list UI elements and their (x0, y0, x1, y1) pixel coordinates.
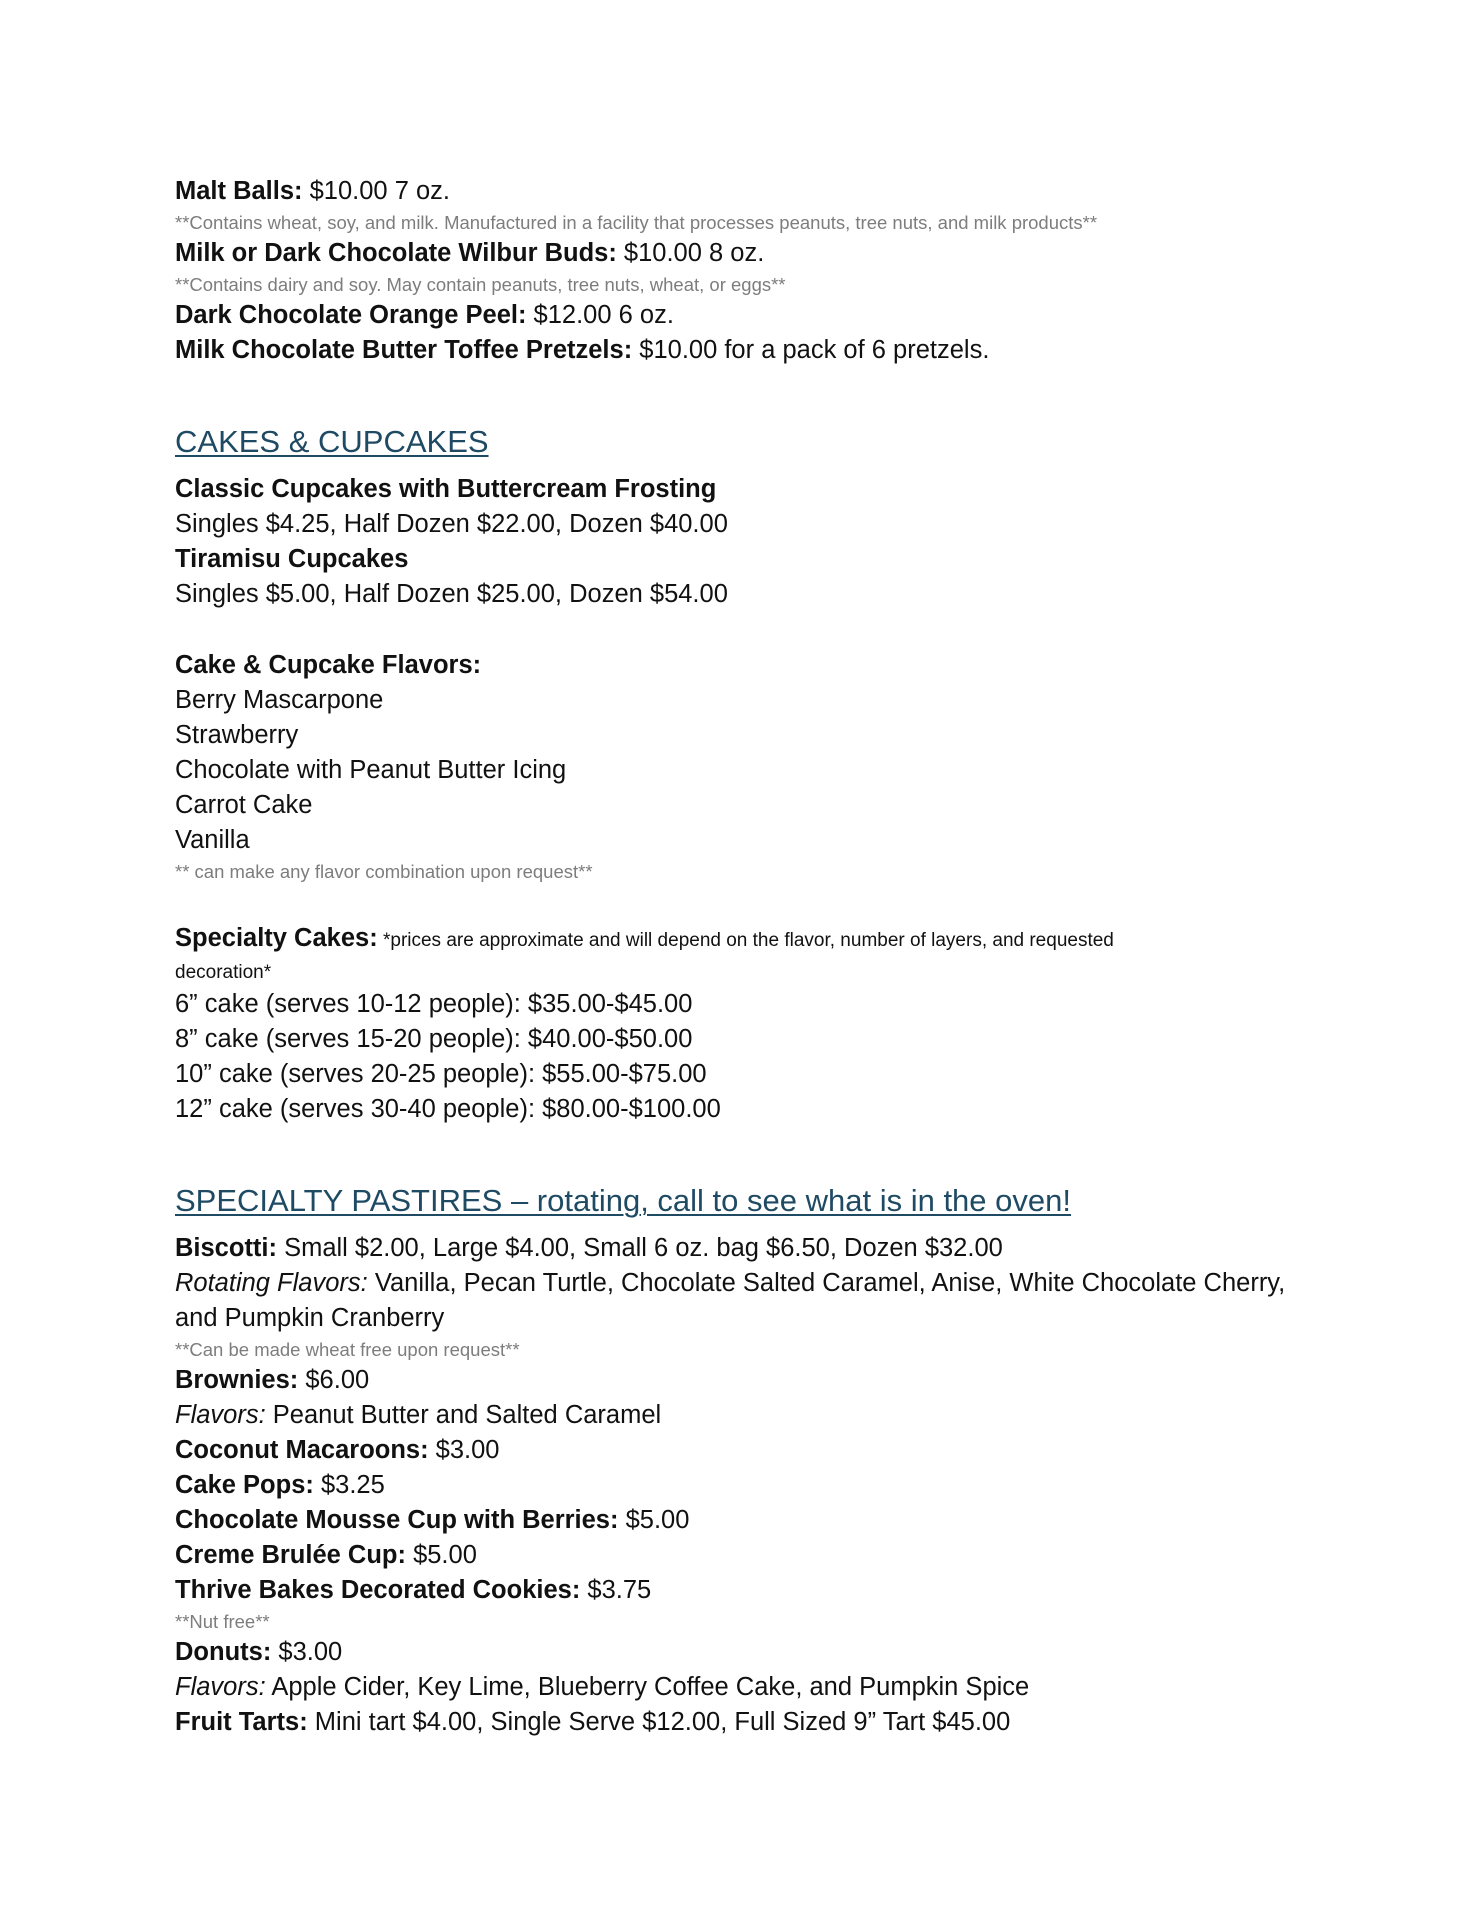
item-price: $12.00 6 oz. (526, 301, 674, 329)
menu-item-mousse-cup (175, 1503, 1315, 1538)
item-price: $3.25 (313, 1471, 385, 1499)
item-name: Milk or Dark Chocolate Wilbur Buds: (175, 239, 617, 267)
menu-item-wilbur-buds (175, 236, 1315, 271)
item-price: $5.00 (405, 1541, 477, 1569)
flavor-item: Carrot Cake (175, 791, 313, 819)
item-name: Fruit Tarts: (175, 1708, 308, 1736)
classic-cupcakes-prices: Singles $4.25, Half Dozen $22.00, Dozen $40.00 (175, 510, 728, 538)
flavors-label: Flavors: (175, 1673, 266, 1701)
menu-item-donuts (175, 1635, 1315, 1670)
specialty-cakes-header (175, 921, 1315, 958)
item-name: Dark Chocolate Orange Peel: (175, 301, 527, 329)
menu-item-tiramisu-cupcakes: Tiramisu Cupcakes (175, 545, 409, 573)
flavors-list: Apple Cider, Key Lime, Blueberry Coffee Cake, and Pumpkin Spice (265, 1673, 1030, 1701)
allergen-note: **Contains wheat, soy, and milk. Manufactured in a facility that processes peanuts, tree nuts, and milk products** (175, 212, 1098, 233)
item-name: Biscotti: (175, 1234, 277, 1262)
item-price: $3.00 (428, 1436, 500, 1464)
item-price: $6.00 (298, 1366, 370, 1394)
menu-item-orange-peel (175, 298, 1315, 333)
flavors-label: Cake & Cupcake Flavors: (175, 651, 482, 679)
biscotti-flavors (175, 1266, 1315, 1301)
cakes-section (175, 422, 1315, 1127)
cake-size-item: 6” cake (serves 10-12 people): $35.00-$45.00 (175, 990, 693, 1018)
biscotti-flavors-cont: and Pumpkin Cranberry (175, 1304, 445, 1332)
menu-item-toffee-pretzels (175, 333, 1315, 368)
menu-item-macaroons (175, 1433, 1315, 1468)
candy-section (175, 174, 1315, 368)
flavor-item: Chocolate with Peanut Butter Icing (175, 756, 567, 784)
menu-item-creme-brulee (175, 1538, 1315, 1573)
flavor-item: Berry Mascarpone (175, 686, 384, 714)
item-name: Milk Chocolate Butter Toffee Pretzels: (175, 336, 633, 364)
allergen-note: **Contains dairy and soy. May contain peanuts, tree nuts, wheat, or eggs** (175, 274, 786, 295)
item-name: Creme Brulée Cup: (175, 1541, 406, 1569)
tiramisu-cupcakes-prices: Singles $5.00, Half Dozen $25.00, Dozen $54.00 (175, 580, 728, 608)
flavor-item: Vanilla (175, 826, 250, 854)
menu-item-biscotti (175, 1231, 1315, 1266)
cookies-note: **Nut free** (175, 1611, 270, 1632)
item-name: Brownies: (175, 1366, 299, 1394)
item-price: $10.00 8 oz. (616, 239, 765, 267)
menu-item-malt-balls (175, 174, 1315, 209)
item-name: Thrive Bakes Decorated Cookies: (175, 1576, 581, 1604)
menu-page (175, 174, 1315, 1740)
flavors-label: Rotating Flavors: (175, 1269, 368, 1297)
specialty-cakes-note-cont: decoration* (175, 962, 272, 983)
brownies-flavors (175, 1398, 1315, 1433)
flavors-note: ** can make any flavor combination upon request** (175, 861, 593, 882)
item-name: Coconut Macaroons: (175, 1436, 429, 1464)
item-price: $10.00 for a pack of 6 pretzels. (632, 336, 990, 364)
menu-item-brownies (175, 1363, 1315, 1398)
biscotti-note: **Can be made wheat free upon request** (175, 1339, 520, 1360)
flavors-label: Flavors: (175, 1401, 266, 1429)
menu-item-cake-pops (175, 1468, 1315, 1503)
item-price: $3.00 (271, 1638, 343, 1666)
specialty-cakes-note: *prices are approximate and will depend on the flavor, number of layers, and requested (377, 930, 1114, 951)
flavors-list: Vanilla, Pecan Turtle, Chocolate Salted Caramel, Anise, White Chocolate Cherry, (367, 1269, 1286, 1297)
section-heading-cakes: CAKES & CUPCAKES (175, 424, 489, 459)
specialty-cakes-label: Specialty Cakes: (175, 924, 378, 952)
item-name: Donuts: (175, 1638, 272, 1666)
item-name: Cake Pops: (175, 1471, 314, 1499)
donuts-flavors (175, 1670, 1315, 1705)
item-name: Malt Balls: (175, 177, 303, 205)
item-price: $10.00 7 oz. (302, 177, 450, 205)
cake-size-item: 8” cake (serves 15-20 people): $40.00-$50.00 (175, 1025, 693, 1053)
menu-item-decorated-cookies (175, 1573, 1315, 1608)
section-heading-pastries: SPECIALTY PASTIRES – rotating, call to see what is in the oven! (175, 1183, 1071, 1218)
item-name: Chocolate Mousse Cup with Berries: (175, 1506, 619, 1534)
flavor-item: Strawberry (175, 721, 299, 749)
item-price: Mini tart $4.00, Single Serve $12.00, Full Sized 9” Tart $45.00 (307, 1708, 1011, 1736)
menu-item-fruit-tarts (175, 1705, 1315, 1740)
menu-item-classic-cupcakes: Classic Cupcakes with Buttercream Frosting (175, 475, 717, 503)
item-price: $3.75 (580, 1576, 652, 1604)
cake-size-item: 12” cake (serves 30-40 people): $80.00-$100.00 (175, 1095, 721, 1123)
cake-size-item: 10” cake (serves 20-25 people): $55.00-$75.00 (175, 1060, 707, 1088)
flavors-list: Peanut Butter and Salted Caramel (265, 1401, 662, 1429)
item-price: $5.00 (618, 1506, 690, 1534)
pastries-section (175, 1181, 1315, 1740)
item-price: Small $2.00, Large $4.00, Small 6 oz. bag $6.50, Dozen $32.00 (277, 1234, 1003, 1262)
